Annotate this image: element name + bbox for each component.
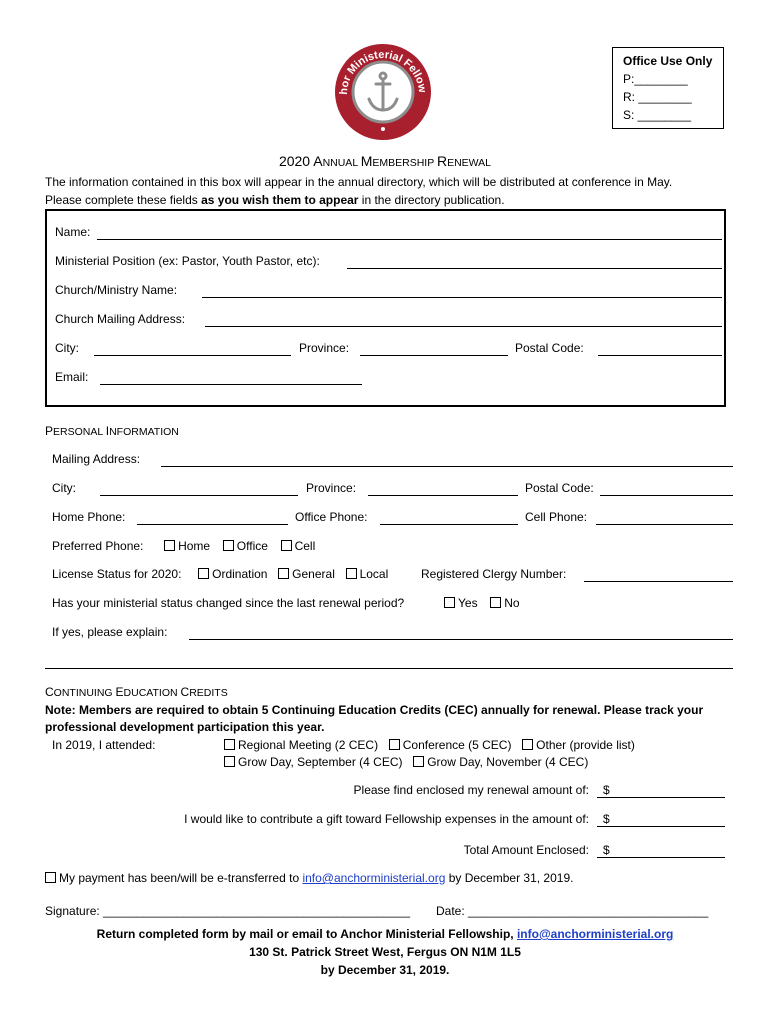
gift-amount-label: I would like to contribute a gift toward Fellowship expenses in the amount of: (184, 812, 589, 826)
clergy-number-label: Registered Clergy Number: (421, 567, 567, 581)
pref-home-checkbox[interactable] (164, 540, 175, 551)
yes-label: Yes (458, 596, 478, 610)
preferred-phone-label: Preferred Phone: (52, 539, 144, 553)
office-p: P:________ (623, 72, 688, 86)
cell-phone-label: Cell Phone: (525, 510, 588, 524)
etransfer-text-a: My payment has been/will be e-transferred to (59, 871, 303, 885)
church-mailing-field[interactable] (205, 326, 722, 327)
attended-label: In 2019, I attended: (52, 738, 156, 752)
personal-province-field[interactable] (368, 495, 518, 496)
postal-code-label: Postal Code: (515, 341, 584, 355)
cec-heading: CONTINUING EDUCATION CREDITS (45, 685, 228, 699)
pref-cell-label: Cell (294, 539, 316, 553)
grow-day-nov-checkbox[interactable] (413, 756, 424, 767)
general-checkbox[interactable] (278, 568, 289, 579)
total-amount-label: Total Amount Enclosed: (463, 843, 589, 857)
conference-checkbox[interactable] (389, 739, 400, 750)
clergy-number-field[interactable] (584, 581, 733, 582)
mailing-field[interactable] (161, 466, 733, 467)
svg-text:Anchor Ministerial Fellowship: hor Ministerial Fellow (337, 48, 429, 96)
renewal-dollar: $ (603, 783, 610, 797)
explain-label: If yes, please explain: (52, 625, 168, 639)
etransfer-checkbox[interactable] (45, 872, 56, 883)
footer-email-link[interactable]: info@anchorministerial.org (516, 927, 674, 941)
postal-code-field[interactable] (598, 355, 722, 356)
no-label: No (504, 596, 520, 610)
church-name-field[interactable] (202, 297, 722, 298)
grow-day-sept-label: Grow Day, September (4 CEC) (238, 755, 403, 769)
grow-day-nov-label: Grow Day, November (4 CEC) (427, 755, 589, 769)
office-phone-label: Office Phone: (295, 510, 368, 524)
church-name-label: Church/Ministry Name: (55, 283, 178, 297)
city-field[interactable] (94, 355, 291, 356)
personal-city-field[interactable] (100, 495, 298, 496)
yes-checkbox[interactable] (444, 597, 455, 608)
office-s: S: ________ (623, 108, 692, 122)
cec-options-row-1 (224, 738, 635, 752)
cec-note-line-2: professional development participation this year. (45, 720, 325, 734)
anchor-logo-icon (333, 42, 433, 142)
office-use-box (612, 47, 724, 129)
home-phone-field[interactable] (137, 524, 288, 525)
local-label: Local (359, 567, 389, 581)
personal-heading: PERSONAL INFORMATION (45, 424, 179, 438)
mailing-label: Mailing Address: (52, 452, 141, 466)
name-field[interactable] (97, 239, 722, 240)
gift-amount-field[interactable] (597, 826, 725, 827)
home-phone-label: Home Phone: (52, 510, 126, 524)
pref-cell-checkbox[interactable] (281, 540, 292, 551)
cec-note-line-1: Note: Members are required to obtain 5 Continuing Education Credits (CEC) annually for renewal. Please track your (45, 703, 704, 717)
footer-line-3: by December 31, 2019. (320, 963, 450, 977)
gift-dollar: $ (603, 812, 610, 826)
directory-box (45, 209, 726, 407)
city-label: City: (55, 341, 79, 355)
intro-line-2: Please complete these fields as you wish them to appear in the directory publication. (45, 193, 505, 207)
office-r: R: ________ (623, 90, 692, 104)
name-label: Name: (55, 225, 91, 239)
footer-line-1: Return completed form by mail or email to Anchor Ministerial Fellowship, info@anchorministerial.org (96, 927, 674, 941)
province-label: Province: (299, 341, 350, 355)
renewal-amount-label: Please find enclosed my renewal amount of: (353, 783, 589, 797)
date-field[interactable]: Date: ____________________________________ (436, 904, 709, 918)
email-label: Email: (55, 370, 89, 384)
grow-day-sept-checkbox[interactable] (224, 756, 235, 767)
logo (333, 42, 433, 142)
explain-field-2[interactable] (45, 668, 733, 669)
position-label: Ministerial Position (ex: Pastor, Youth Pastor, etc): (55, 254, 320, 268)
personal-city-label: City: (52, 481, 76, 495)
local-checkbox[interactable] (346, 568, 357, 579)
position-field[interactable] (347, 268, 722, 269)
office-use-title: Office Use Only (623, 54, 713, 68)
license-label: License Status for 2020: (52, 567, 182, 581)
province-field[interactable] (360, 355, 508, 356)
pref-office-checkbox[interactable] (223, 540, 234, 551)
preferred-phone-row (52, 539, 315, 553)
pref-home-label: Home (178, 539, 211, 553)
cell-phone-field[interactable] (596, 524, 733, 525)
other-checkbox[interactable] (522, 739, 533, 750)
etransfer-text-b: by December 31, 2019. (445, 871, 574, 885)
total-amount-field[interactable] (597, 857, 725, 858)
etransfer-email-link[interactable]: info@anchorministerial.org (302, 871, 446, 885)
ordination-label: Ordination (212, 567, 268, 581)
total-dollar: $ (603, 843, 610, 857)
cec-options-row-2 (224, 755, 588, 769)
footer-line-2: 130 St. Patrick Street West, Fergus ON N1M 1L5 (249, 945, 521, 959)
page-title: 2020 ANNUAL MEMBERSHIP RENEWAL (278, 153, 492, 169)
regional-meeting-checkbox[interactable] (224, 739, 235, 750)
email-field[interactable] (100, 384, 362, 385)
conference-label: Conference (5 CEC) (402, 738, 512, 752)
signature-field[interactable]: Signature: ______________________________________________ (45, 904, 411, 918)
intro-line-1: The information contained in this box will appear in the annual directory, which will be distributed at conference in May. (45, 175, 673, 189)
other-label: Other (provide list) (536, 738, 635, 752)
status-changed-label: Has your ministerial status changed since the last renewal period? (52, 596, 405, 610)
status-changed-options (444, 596, 520, 610)
personal-postal-field[interactable] (600, 495, 733, 496)
explain-field[interactable] (189, 639, 733, 640)
personal-province-label: Province: (306, 481, 357, 495)
church-mailing-label: Church Mailing Address: (55, 312, 186, 326)
etransfer-row (45, 871, 573, 885)
ordination-checkbox[interactable] (198, 568, 209, 579)
license-row (52, 567, 388, 581)
renewal-amount-field[interactable] (597, 797, 725, 798)
office-phone-field[interactable] (380, 524, 518, 525)
no-checkbox[interactable] (490, 597, 501, 608)
pref-office-label: Office (236, 539, 268, 553)
general-label: General (292, 567, 335, 581)
regional-meeting-label: Regional Meeting (2 CEC) (238, 738, 379, 752)
personal-postal-label: Postal Code: (525, 481, 594, 495)
